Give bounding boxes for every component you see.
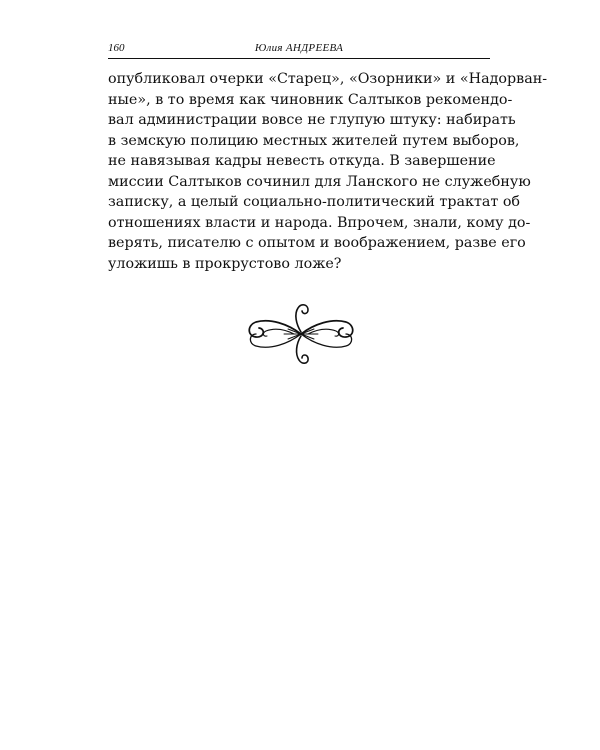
text-line: опубликовал очерки «Старец», «Озорники» и «Надорван- [108,71,548,87]
text-line: уложишь в прокрустово ложе? [108,255,342,272]
text-line: верять, писателю с опытом и воображением, разве его [108,235,526,251]
text-line: ные», в то время как чиновник Салтыков рекомендо- [108,91,513,108]
page-number: 160 [108,42,125,54]
header-rule [108,58,490,59]
text-line: в земскую полицию местных жителей путем выборов, [108,132,520,149]
text-line: записку, а целый социально-политический трактат об [108,194,521,210]
flourish-ornament-icon [244,298,358,370]
body-paragraph [108,69,548,274]
running-title: Юлия АНДРЕЕВА [254,42,344,54]
running-head [108,38,490,58]
text-line: отношениях власти и народа. Впрочем, знали, кому до- [108,214,531,231]
text-line: вал администрации вовсе не глупую штуку: набирать [108,112,516,128]
text-line: миссии Салтыков сочинил для Ланского не служебную [108,173,531,190]
text-line: не навязывая кадры невесть откуда. В завершение [108,153,496,169]
